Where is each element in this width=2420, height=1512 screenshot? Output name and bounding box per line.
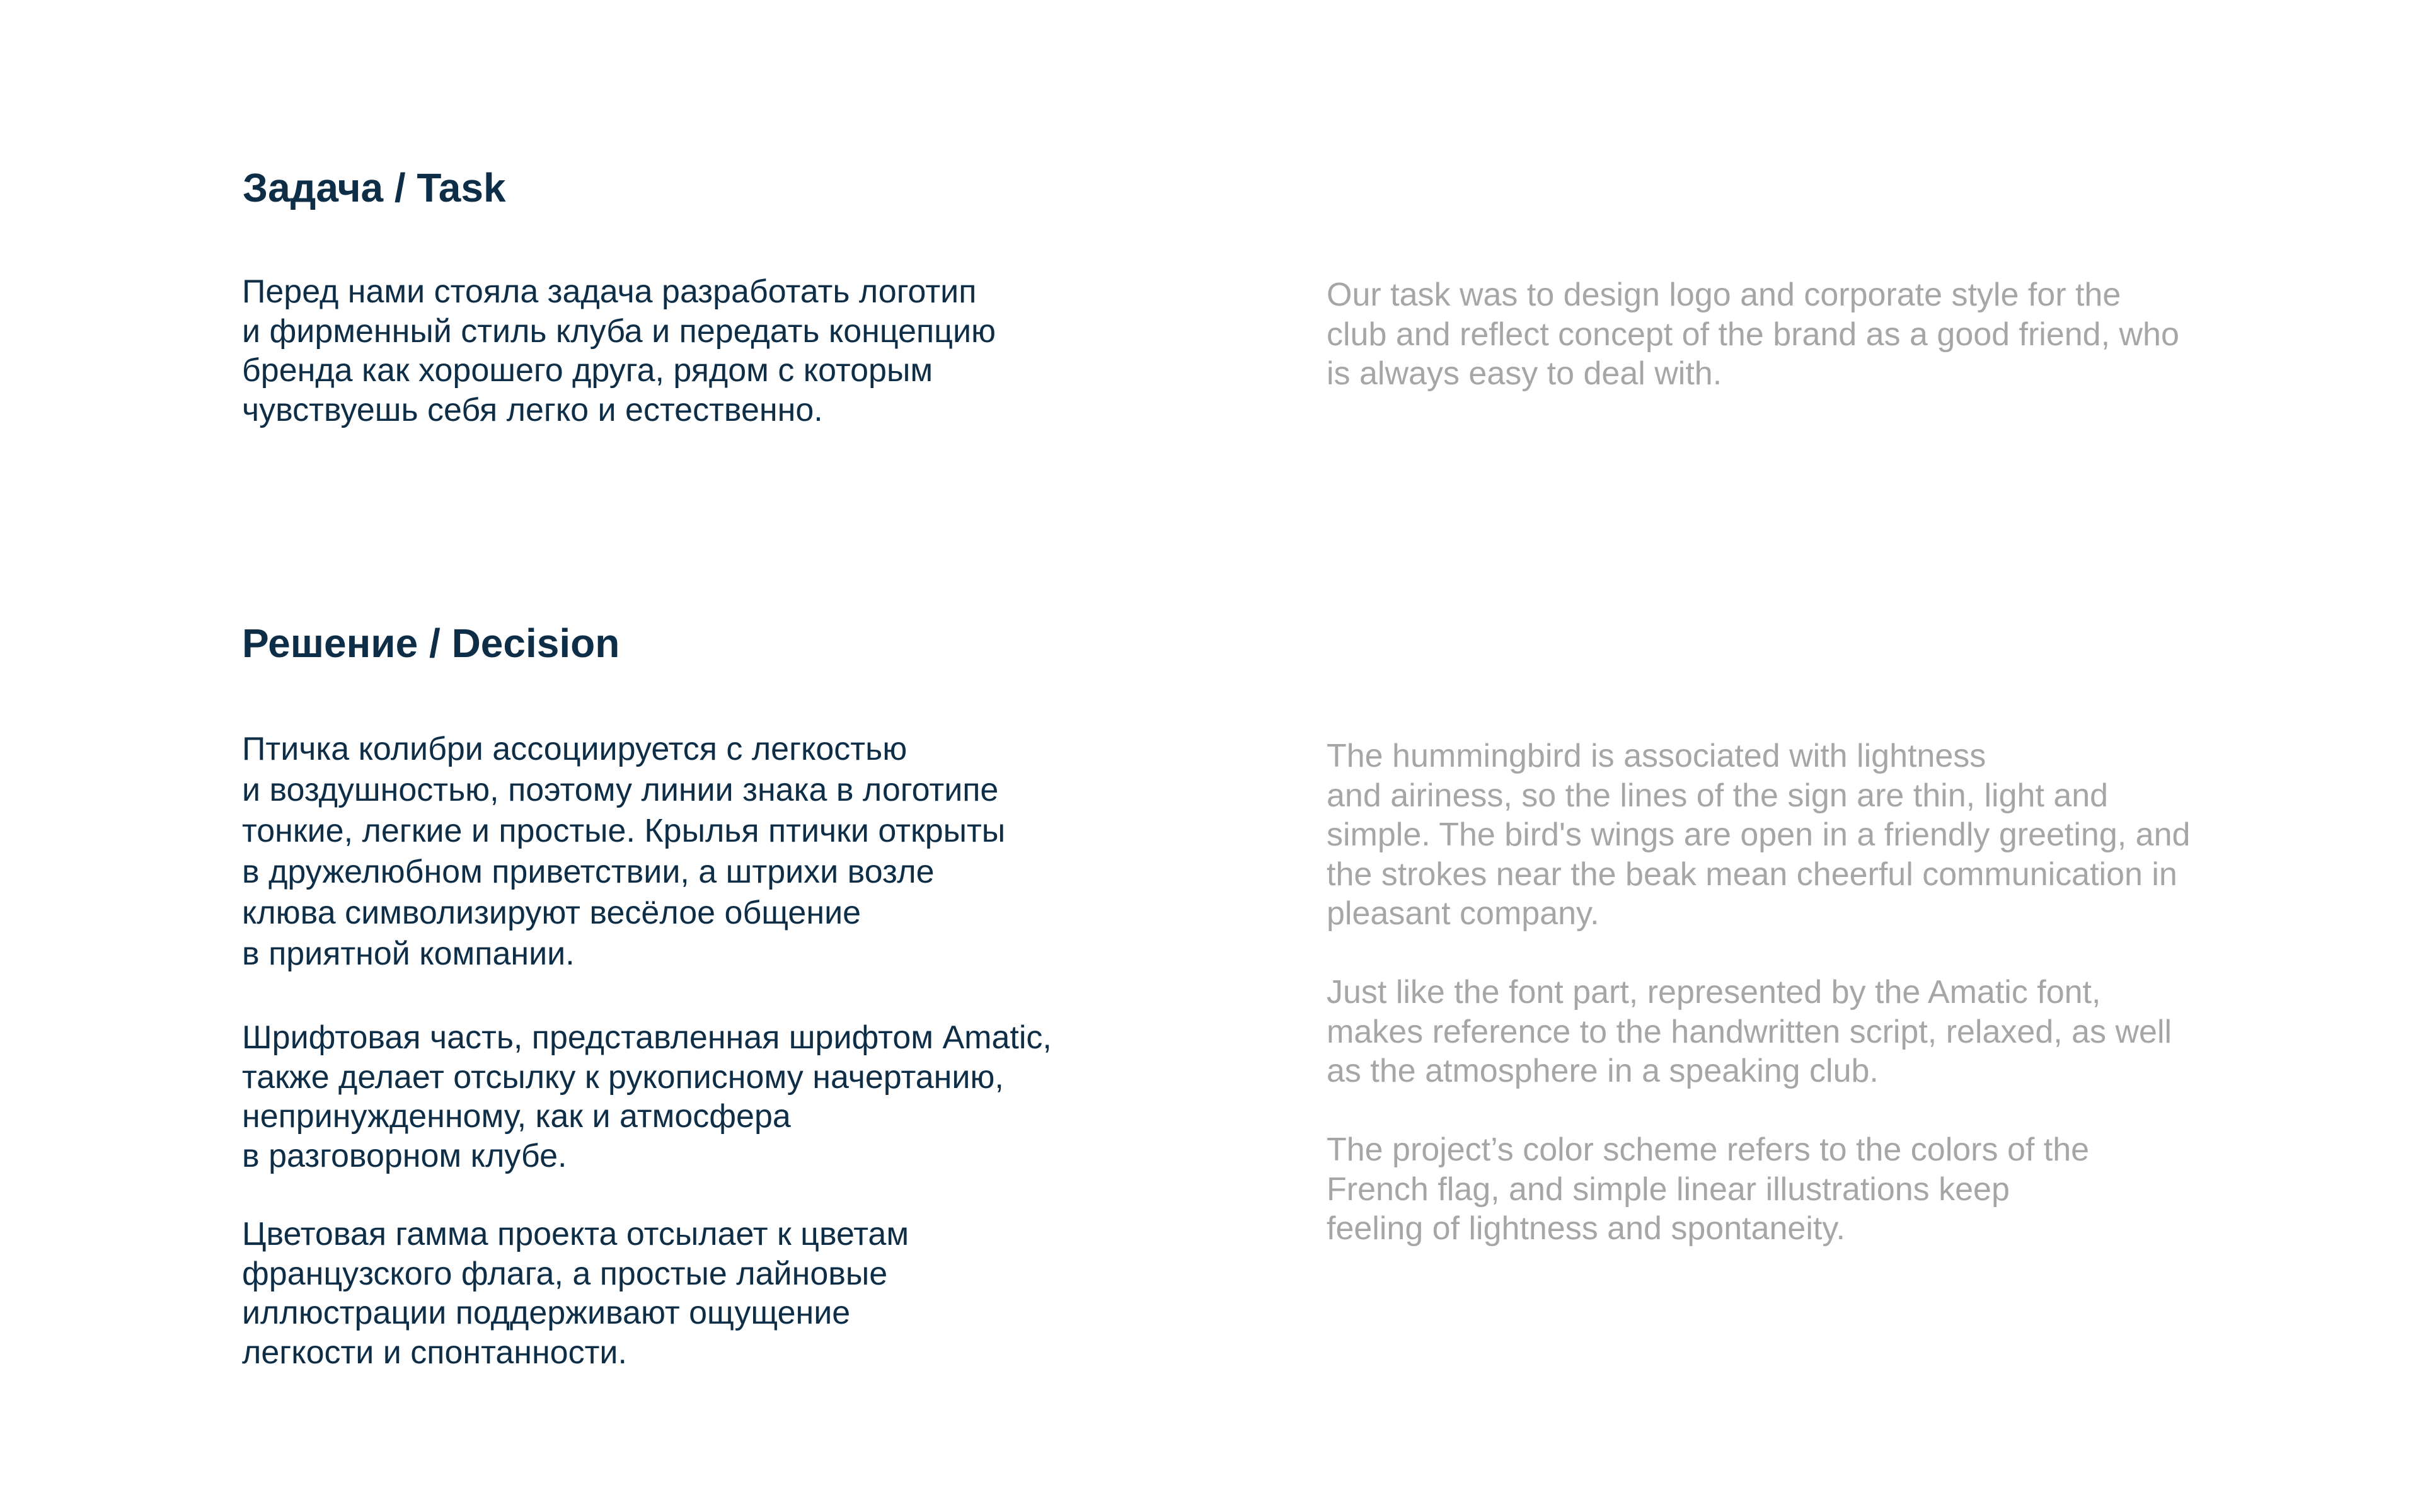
- text-line: иллюстрации поддерживают ощущение: [242, 1295, 851, 1331]
- text-line: и фирменный стиль клуба и передать концепцию: [242, 312, 996, 350]
- decision-text-ru-2: [242, 1018, 1052, 1176]
- task-text-en: [1327, 275, 2179, 394]
- text-line: в дружелюбном приветствии, а штрихи возле: [242, 854, 935, 890]
- text-line: Цветовая гамма проекта отсылает к цветам: [242, 1216, 909, 1252]
- text-line: pleasant company.: [1327, 895, 1599, 932]
- text-line: feeling of lightness and spontaneity.: [1327, 1210, 1845, 1247]
- text-line: легкости и спонтанности.: [242, 1334, 627, 1371]
- text-line: as the atmosphere in a speaking club.: [1327, 1053, 1879, 1089]
- text-line: тонкие, легкие и простые. Крылья птички открыты: [242, 813, 1006, 849]
- text-line: simple. The bird's wings are open in a friendly greeting, and: [1327, 816, 2191, 853]
- decision-text-en-2: [1327, 973, 2172, 1091]
- text-line: The project’s color scheme refers to the colors of the: [1327, 1131, 2090, 1168]
- text-line: Just like the font part, represented by the Amatic font,: [1327, 974, 2101, 1011]
- decision-text-en-3: [1327, 1130, 2089, 1249]
- text-line: and airiness, so the lines of the sign are thin, light and: [1327, 777, 2109, 814]
- text-line: club and reflect concept of the brand as a good friend, who: [1327, 316, 2179, 353]
- text-line: Шрифтовая часть, представленная шрифтом Amatic,: [242, 1019, 1052, 1056]
- decision-text-ru-3: [242, 1215, 909, 1372]
- text-line: клюва символизируют весёлое общение: [242, 895, 861, 931]
- text-line: непринужденному, как и атмосфера: [242, 1098, 791, 1135]
- text-line: и воздушностью, поэтому линии знака в логотипе: [242, 772, 999, 808]
- text-line: бренда как хорошего друга, рядом с которым: [242, 352, 933, 389]
- text-line: чувствуешь себя легко и естественно.: [242, 391, 823, 428]
- text-line: в разговорном клубе.: [242, 1137, 567, 1174]
- text-line: French flag, and simple linear illustrations keep: [1327, 1171, 2010, 1208]
- text-line: Перед нами стояла задача разработать логотип: [242, 273, 977, 310]
- text-line: в приятной компании.: [242, 936, 575, 972]
- text-line: the strokes near the beak mean cheerful communication in: [1327, 856, 2177, 893]
- decision-text-en-1: [1327, 736, 2190, 934]
- text-line: французского флага, а простые лайновые: [242, 1255, 888, 1292]
- text-line: The hummingbird is associated with lightness: [1327, 738, 1986, 774]
- decision-heading: Решение / Decision: [242, 621, 620, 666]
- text-line: is always easy to deal with.: [1327, 355, 1722, 392]
- text-line: Птичка колибри ассоциируется с легкостью: [242, 731, 908, 767]
- text-line: makes reference to the handwritten script, relaxed, as well: [1327, 1013, 2172, 1050]
- decision-text-ru-1: [242, 729, 1005, 975]
- text-line: также делает отсылку к рукописному начертанию,: [242, 1058, 1004, 1096]
- task-heading: Задача / Task: [243, 165, 506, 210]
- text-line: Our task was to design logo and corporate style for the: [1327, 277, 2121, 313]
- task-text-ru: [242, 272, 996, 430]
